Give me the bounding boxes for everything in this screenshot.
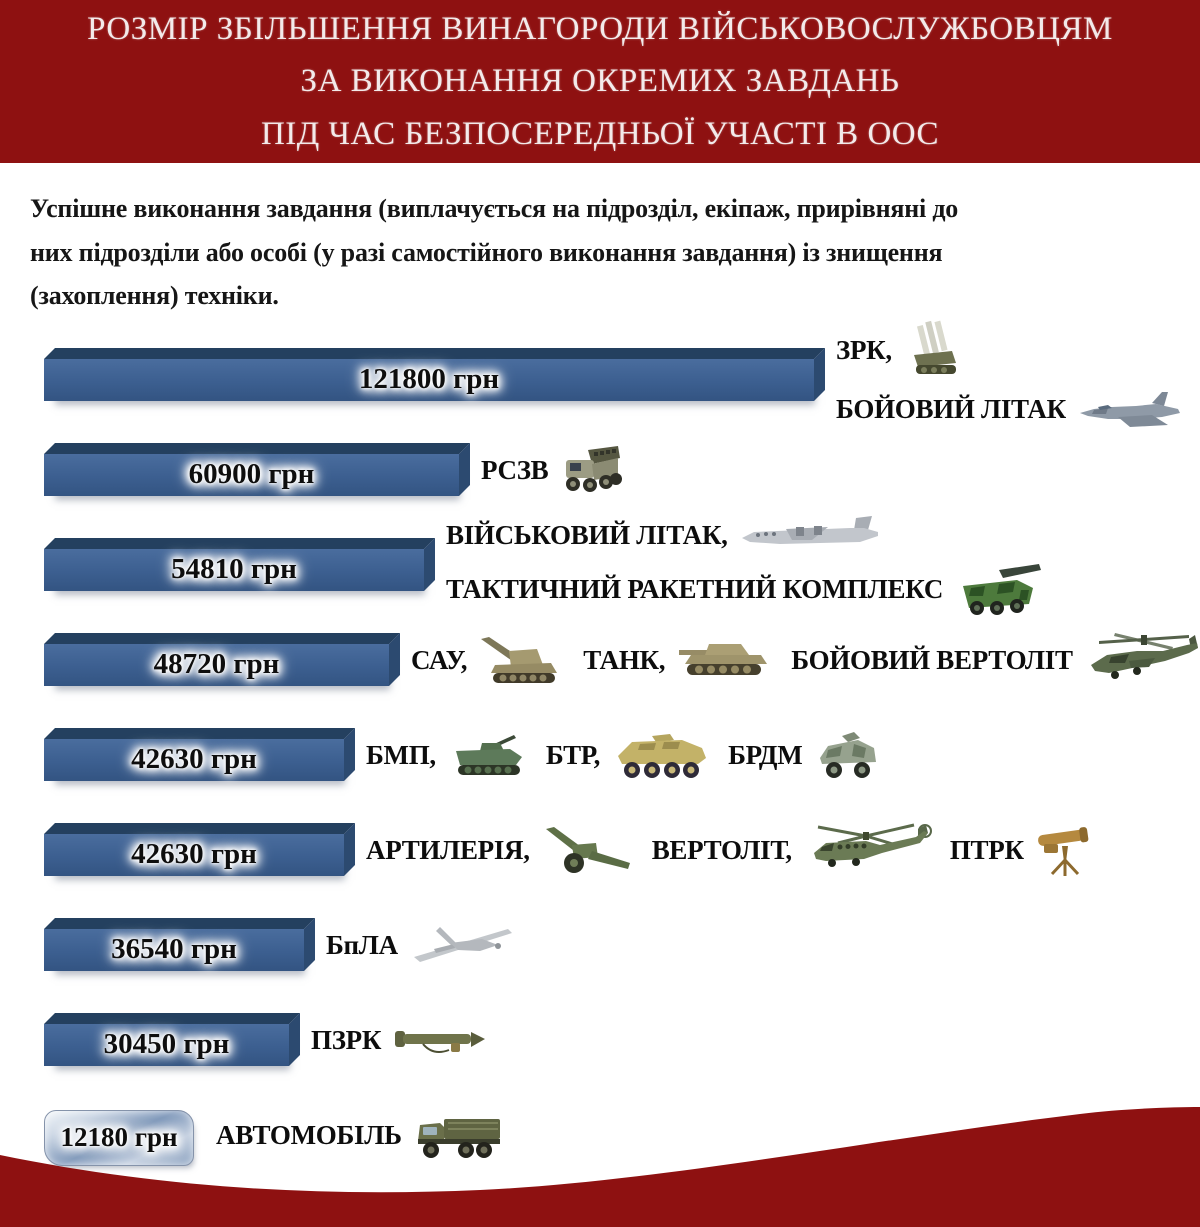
amount-label: 36540 грн	[111, 933, 237, 966]
chart-row	[44, 898, 1200, 993]
equipment-labels	[326, 919, 540, 973]
btr-icon	[612, 732, 710, 780]
header-banner	[0, 0, 1200, 163]
equipment-label: ТАКТИЧНИЙ РАКЕТНИЙ КОМПЛЕКС	[446, 574, 944, 605]
bar	[44, 834, 344, 876]
footer-wave	[0, 1100, 1200, 1227]
equipment-labels	[311, 1023, 507, 1059]
attack-helicopter-icon	[1085, 631, 1200, 691]
intro-text: Успішне виконання завдання (виплачується на підрозділ, екіпаж, прирівняні до них підрозділи або особі (у разі самостійного виконання завдання) із знищення (захоплення) техніки.	[30, 194, 959, 311]
title-line-2: ЗА ВИКОНАННЯ ОКРЕМИХ ЗАВДАНЬ	[300, 63, 900, 100]
drone-icon	[410, 919, 522, 973]
chart-row	[44, 613, 1200, 708]
chart-row	[44, 993, 1200, 1088]
equipment-label: ПЗРК	[311, 1025, 382, 1056]
footer-wave-shape	[0, 1107, 1200, 1227]
bar-chart	[0, 324, 1200, 1183]
title-line-3: ПІД ЧАС БЕЗПОСЕРЕДНЬОЇ УЧАСТІ В ООС	[260, 115, 940, 152]
bar	[44, 1024, 289, 1066]
tactical-missile-complex-icon	[955, 562, 1047, 618]
equipment-label: ПТРК	[949, 835, 1024, 866]
equipment-label: ТАНК,	[583, 645, 666, 676]
bar	[44, 359, 814, 401]
brdm-icon	[814, 730, 884, 782]
label-line	[446, 514, 1065, 558]
equipment-label: АВТОМОБІЛЬ	[216, 1120, 402, 1151]
amount-label: 12180 грн	[60, 1122, 178, 1153]
equipment-label: ВІЙСЬКОВИЙ ЛІТАК,	[446, 520, 728, 551]
equipment-label: БпЛА	[326, 930, 398, 961]
equipment-label: БТР,	[545, 740, 601, 771]
equipment-label: ВЕРТОЛІТ,	[651, 835, 792, 866]
equipment-labels	[366, 822, 1110, 880]
transport-helicopter-icon	[804, 823, 932, 879]
tank-icon	[677, 638, 773, 684]
artillery-icon	[542, 825, 634, 877]
amount-label: 42630 грн	[131, 838, 257, 871]
label-line	[366, 822, 1110, 880]
bar	[44, 929, 304, 971]
equipment-labels	[366, 730, 902, 782]
equipment-label: БОЙОВИЙ ЛІТАК	[836, 394, 1066, 425]
equipment-label: ЗРК,	[836, 335, 892, 366]
amount-label: 48720 грн	[153, 648, 280, 681]
amount-label: 121800 грн	[358, 363, 500, 396]
equipment-label: РСЗВ	[481, 455, 549, 486]
sam-system-icon	[904, 319, 962, 383]
label-line	[366, 730, 902, 782]
amount-label: 30450 грн	[103, 1028, 230, 1061]
chart-row	[44, 423, 1200, 518]
chart-row	[44, 328, 1200, 423]
title-line-1: РОЗМІР ЗБІЛЬШЕННЯ ВИНАГОРОДИ ВІЙСЬКОВОСЛУЖБОВЦЯМ	[87, 10, 1113, 47]
label-line	[836, 387, 1200, 433]
equipment-label: БОЙОВИЙ ВЕРТОЛІТ	[791, 645, 1073, 676]
sau-icon	[479, 635, 565, 687]
chart-row	[44, 803, 1200, 898]
equipment-labels	[446, 514, 1065, 618]
equipment-label: АРТИЛЕРІЯ,	[366, 835, 530, 866]
label-line	[836, 319, 1200, 383]
chart-row	[44, 518, 1200, 613]
manpads-icon	[393, 1023, 489, 1059]
ptrk-icon	[1036, 822, 1092, 880]
military-plane-icon	[740, 514, 880, 558]
amount-label: 42630 грн	[131, 743, 257, 776]
amount-label: 60900 грн	[188, 458, 315, 491]
equipment-labels	[836, 319, 1200, 433]
label-line	[411, 631, 1200, 691]
mlrs-truck-icon	[560, 444, 622, 498]
label-line	[446, 562, 1065, 618]
bar	[44, 739, 344, 781]
equipment-labels	[411, 631, 1200, 691]
equipment-label: БРДМ	[728, 740, 803, 771]
label-line	[481, 444, 640, 498]
equipment-labels	[481, 444, 640, 498]
bar	[44, 454, 459, 496]
amount-label: 54810 грн	[171, 553, 297, 586]
equipment-label: БМП,	[366, 740, 436, 771]
bar	[44, 644, 389, 686]
bmp-icon	[448, 731, 528, 781]
label-line	[326, 919, 540, 973]
fighter-jet-icon	[1078, 387, 1182, 433]
chart-row	[44, 708, 1200, 803]
bar	[44, 549, 424, 591]
equipment-label: САУ,	[411, 645, 468, 676]
label-line	[311, 1023, 507, 1059]
